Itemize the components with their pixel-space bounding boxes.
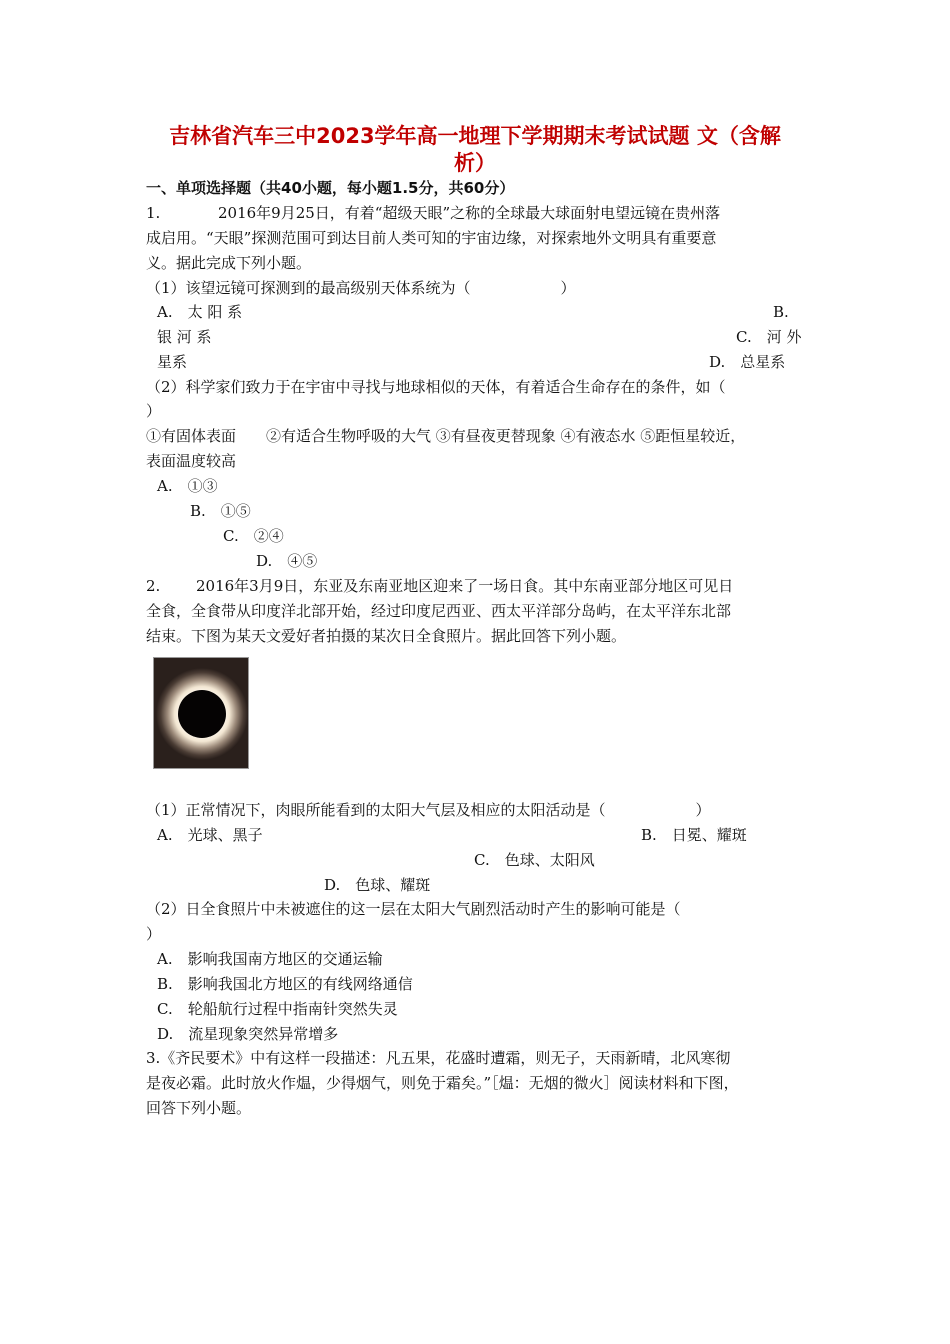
q2-number: 2. [146,577,161,595]
q1-sub2-option-d: D. ④⑤ [256,552,318,570]
q1-sub2-stem-line1: （2）科学家们致力于在宇宙中寻找与地球相似的天体，有着适合生命存在的条件，如（ [146,378,726,396]
q3-stem-line3: 回答下列小题。 [146,1099,252,1117]
q2-stem-line1: 2016年3月9日，东亚及东南亚地区迎来了一场日食。其中东南亚部分地区可见日 [196,577,734,595]
q2-sub1-option-d: D. 色球、耀斑 [324,876,431,894]
q2-stem-line3: 结束。下图为某天文爱好者拍摄的某次日全食照片。据此回答下列小题。 [146,627,627,645]
q1-sub1-stem: （1）该望远镜可探测到的最高级别天体系统为（ ） [146,279,576,297]
q1-stem-line1: 2016年9月25日，有着“超级天眼”之称的全球最大球面射电望远镜在贵州落 [218,204,721,222]
q1-sub2-option-a: A. ①③ [157,477,218,495]
doc-title-line1: 吉林省汽车三中2023学年高一地理下学期期末考试试题 文（含解 [169,124,781,148]
q2-sub1-option-a: A. 光球、黑子 [157,826,263,844]
q1-sub2-option-b: B. ①⑤ [190,502,251,520]
q2-sub1-stem: （1）正常情况下，肉眼所能看到的太阳大气层及相应的太阳活动是（ ） [146,801,711,819]
q1-stem-line2: 成启用。“天眼”探测范围可到达目前人类可知的宇宙边缘，对探索地外文明具有重要意 [146,229,717,247]
q2-stem-line2: 全食，全食带从印度洋北部开始，经过印度尼西亚、西太平洋部分岛屿，在太平洋东北部 [146,602,732,620]
q2-sub1-option-b: B. 日冕、耀斑 [641,826,747,844]
solar-eclipse-image [154,658,248,768]
q1-sub2-stem-line2: ） [146,402,162,420]
moon-disc [178,690,226,738]
q3-stem-line1: 3.《齐民要术》中有这样一段描述：凡五果，花盛时遭霜，则无子，天雨新晴，北风寒彻 [146,1049,731,1067]
doc-title-line2: 析） [454,151,496,175]
q1-sub1-option-d: D. 总星系 [709,353,786,371]
q1-sub1-option-b-text: 银 河 系 [157,328,212,346]
q1-number: 1. [146,204,161,222]
q1-sub2-option-c: C. ②④ [223,527,284,545]
q1-sub2-items-line1: ①有固体表面 ②有适合生物呼吸的大气 ③有昼夜更替现象 ④有液态水 ⑤距恒星较近， [146,427,746,445]
q1-sub1-option-a: A. 太 阳 系 [157,303,243,321]
q2-sub2-stem-line1: （2）日全食照片中未被遮住的这一层在太阳大气剧烈活动时产生的影响可能是（ [146,900,681,918]
q2-sub1-option-c: C. 色球、太阳风 [474,851,595,869]
q2-sub2-option-c: C. 轮船航行过程中指南针突然失灵 [157,1000,398,1018]
q1-sub1-option-c: C. 河 外 [736,328,802,346]
section-heading: 一、单项选择题（共40小题，每小题1.5分，共60分） [146,179,515,197]
q2-sub2-option-a: A. 影响我国南方地区的交通运输 [157,950,383,968]
q2-sub2-stem-line2: ） [146,925,162,943]
solar-eclipse-photo [153,657,249,769]
q1-stem-line3: 义。据此完成下列小题。 [146,254,312,272]
q2-sub2-option-d: D. 流星现象突然异常增多 [157,1025,339,1043]
q3-stem-line2: 是夜必霜。此时放火作煴，少得烟气，则免于霜矣。”［煴：无烟的微火］阅读材料和下图， [146,1074,739,1092]
q1-sub1-option-c-cont: 星系 [157,353,188,371]
q2-sub2-option-b: B. 影响我国北方地区的有线网络通信 [157,975,413,993]
q1-sub2-items-line2: 表面温度较高 [146,452,237,470]
q1-sub1-option-b-label: B. [773,303,789,321]
